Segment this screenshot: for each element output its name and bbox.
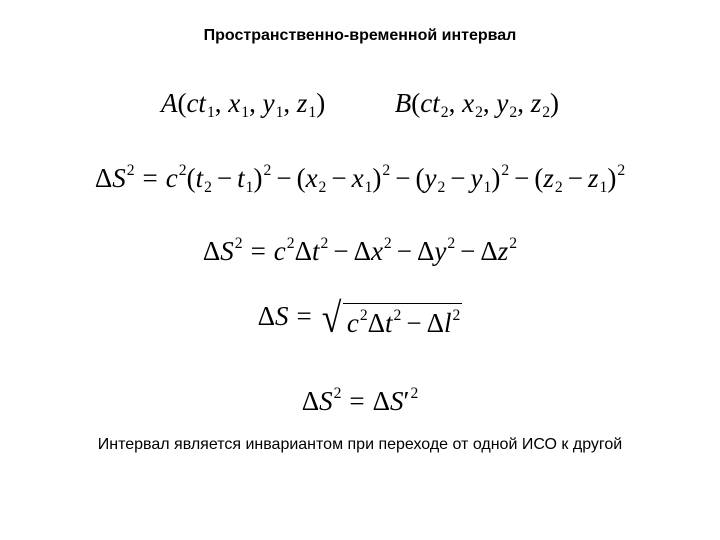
interval-sqrt-equation: ΔS = √ $c^2\Delta t^2 - \Delta l^2$ [257, 296, 461, 342]
interval-differential-equation: $\Delta S^2 = c^2\Delta t^2 - \Delta x^2 - \Delta y^2 - \Delta z^2$ [202, 235, 518, 266]
event-b: $B(ct_2$, $x_2$, $y_2$, $z_2$) [394, 88, 560, 121]
invariance-equation: $\Delta S^2 = \Delta S'^2$ [301, 385, 419, 416]
invariance-statement: Интервал является инвариантом при переходе от одной ИСО к другой [97, 436, 623, 453]
square-root: √ $c^2\Delta t^2 - \Delta l^2$ [321, 296, 461, 342]
page-title: Пространственно-временной интервал [203, 27, 517, 44]
event-a: $A(ct_1$, $x_1$, $y_1$, $z_1$) [160, 88, 326, 121]
interval-full-equation: $\Delta S^2 = c^2(t_2 - t_1)^2 - (x_2 - x_1)^2 - (y_2 - y_1)^2 - (z_2 - z_1)^2$ [94, 162, 626, 196]
events-equation [0, 88, 720, 121]
